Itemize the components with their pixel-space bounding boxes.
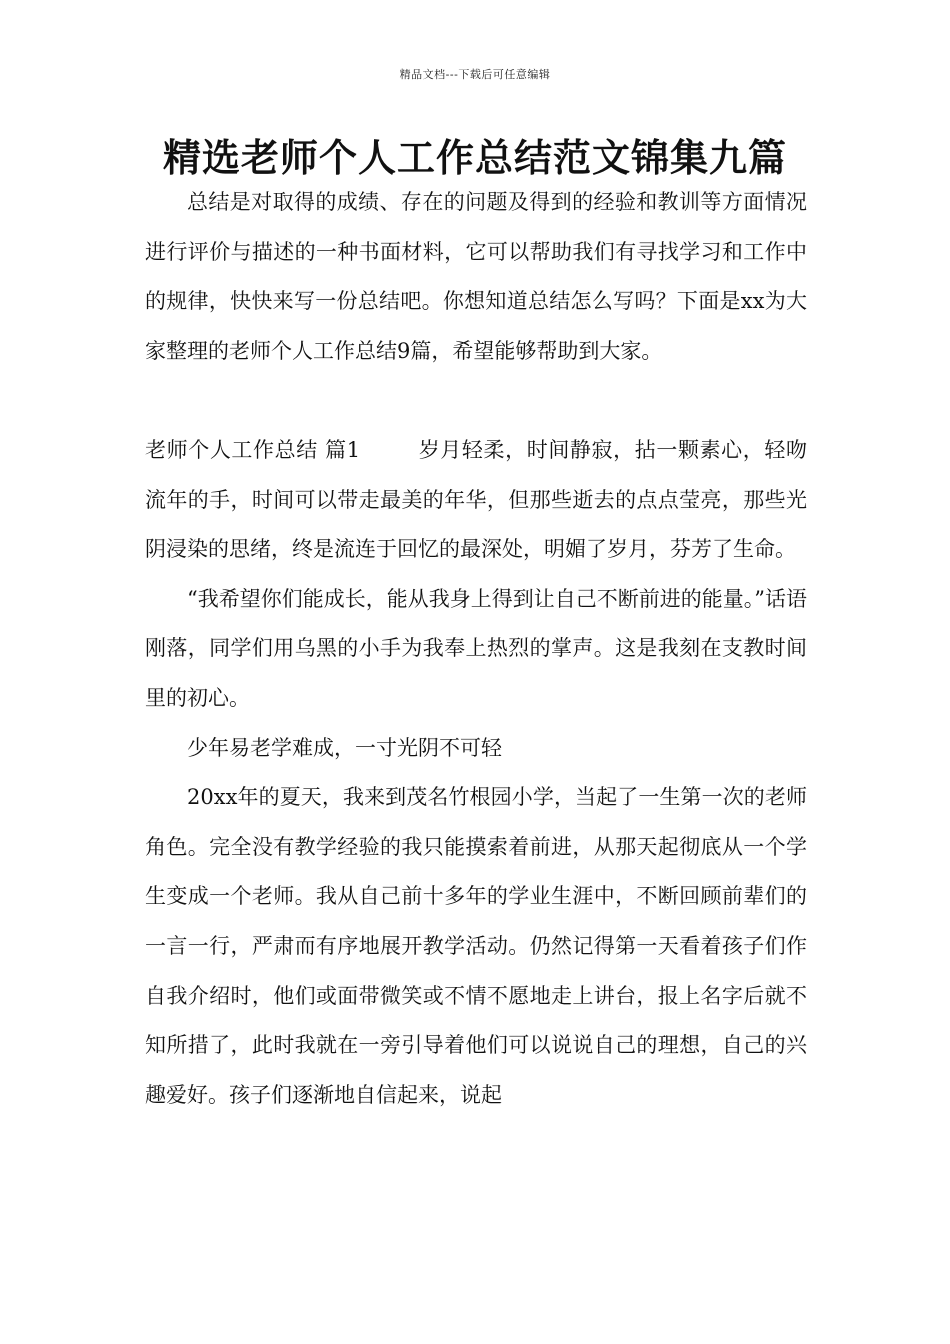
intro-paragraph: 总结是对取得的成绩、存在的问题及得到的经验和教训等方面情况进行评价与描述的一种书面材料，它可以帮助我们有寻找学习和工作中的规律，快快来写一份总结吧。你想知道总结怎么写吗？下面是xx为大家整理的老师个人工作总结9篇，希望能够帮助到大家。 bbox=[145, 190, 807, 363]
section1-first-paragraph bbox=[145, 426, 807, 575]
section1-paragraph-2: “我希望你们能成长，能从我身上得到让自己不断前进的能量。”话语刚落，同学们用乌黑的小手为我奉上热烈的掌声。这是我刻在支教时间里的初心。 bbox=[145, 586, 807, 710]
section1-paragraph-1: 岁月轻柔，时间静寂，拈一颗素心，轻吻流年的手，时间可以带走最美的年华，但那些逝去的点点莹亮，那些光阴浸染的思绪，终是流连于回忆的最深处，明媚了岁月，芬芳了生命。 bbox=[145, 437, 807, 562]
section1-paragraph-4: 20xx年的夏天，我来到茂名竹根园小学，当起了一生第一次的老师角色。完全没有教学经验的我只能摸索着前进，从那天起彻底从一个学生变成一个老师。我从自己前十多年的学业生涯中，不断回顾前辈们的一言一行，严肃而有序地展开教学活动。仍然记得第一天看着孩子们作自我介绍时，他们或面带微笑或不情不愿地走上讲台，报上名字后就不知所措了，此时我就在一旁引导着他们可以说说自己的理想，自己的兴趣爱好。孩子们逐渐地自信起来，说起 bbox=[145, 785, 807, 1107]
document-title: 精选老师个人工作总结范文锦集九篇 bbox=[162, 135, 787, 180]
section1-paragraph-3: 少年易老学难成，一寸光阴不可轻 bbox=[187, 735, 502, 760]
page-header: 精品文档---下载后可任意编辑 bbox=[399, 68, 551, 81]
document-body bbox=[145, 178, 807, 1120]
section1-heading: 老师个人工作总结 篇1 bbox=[145, 437, 361, 462]
paragraph-spacer bbox=[145, 376, 807, 426]
